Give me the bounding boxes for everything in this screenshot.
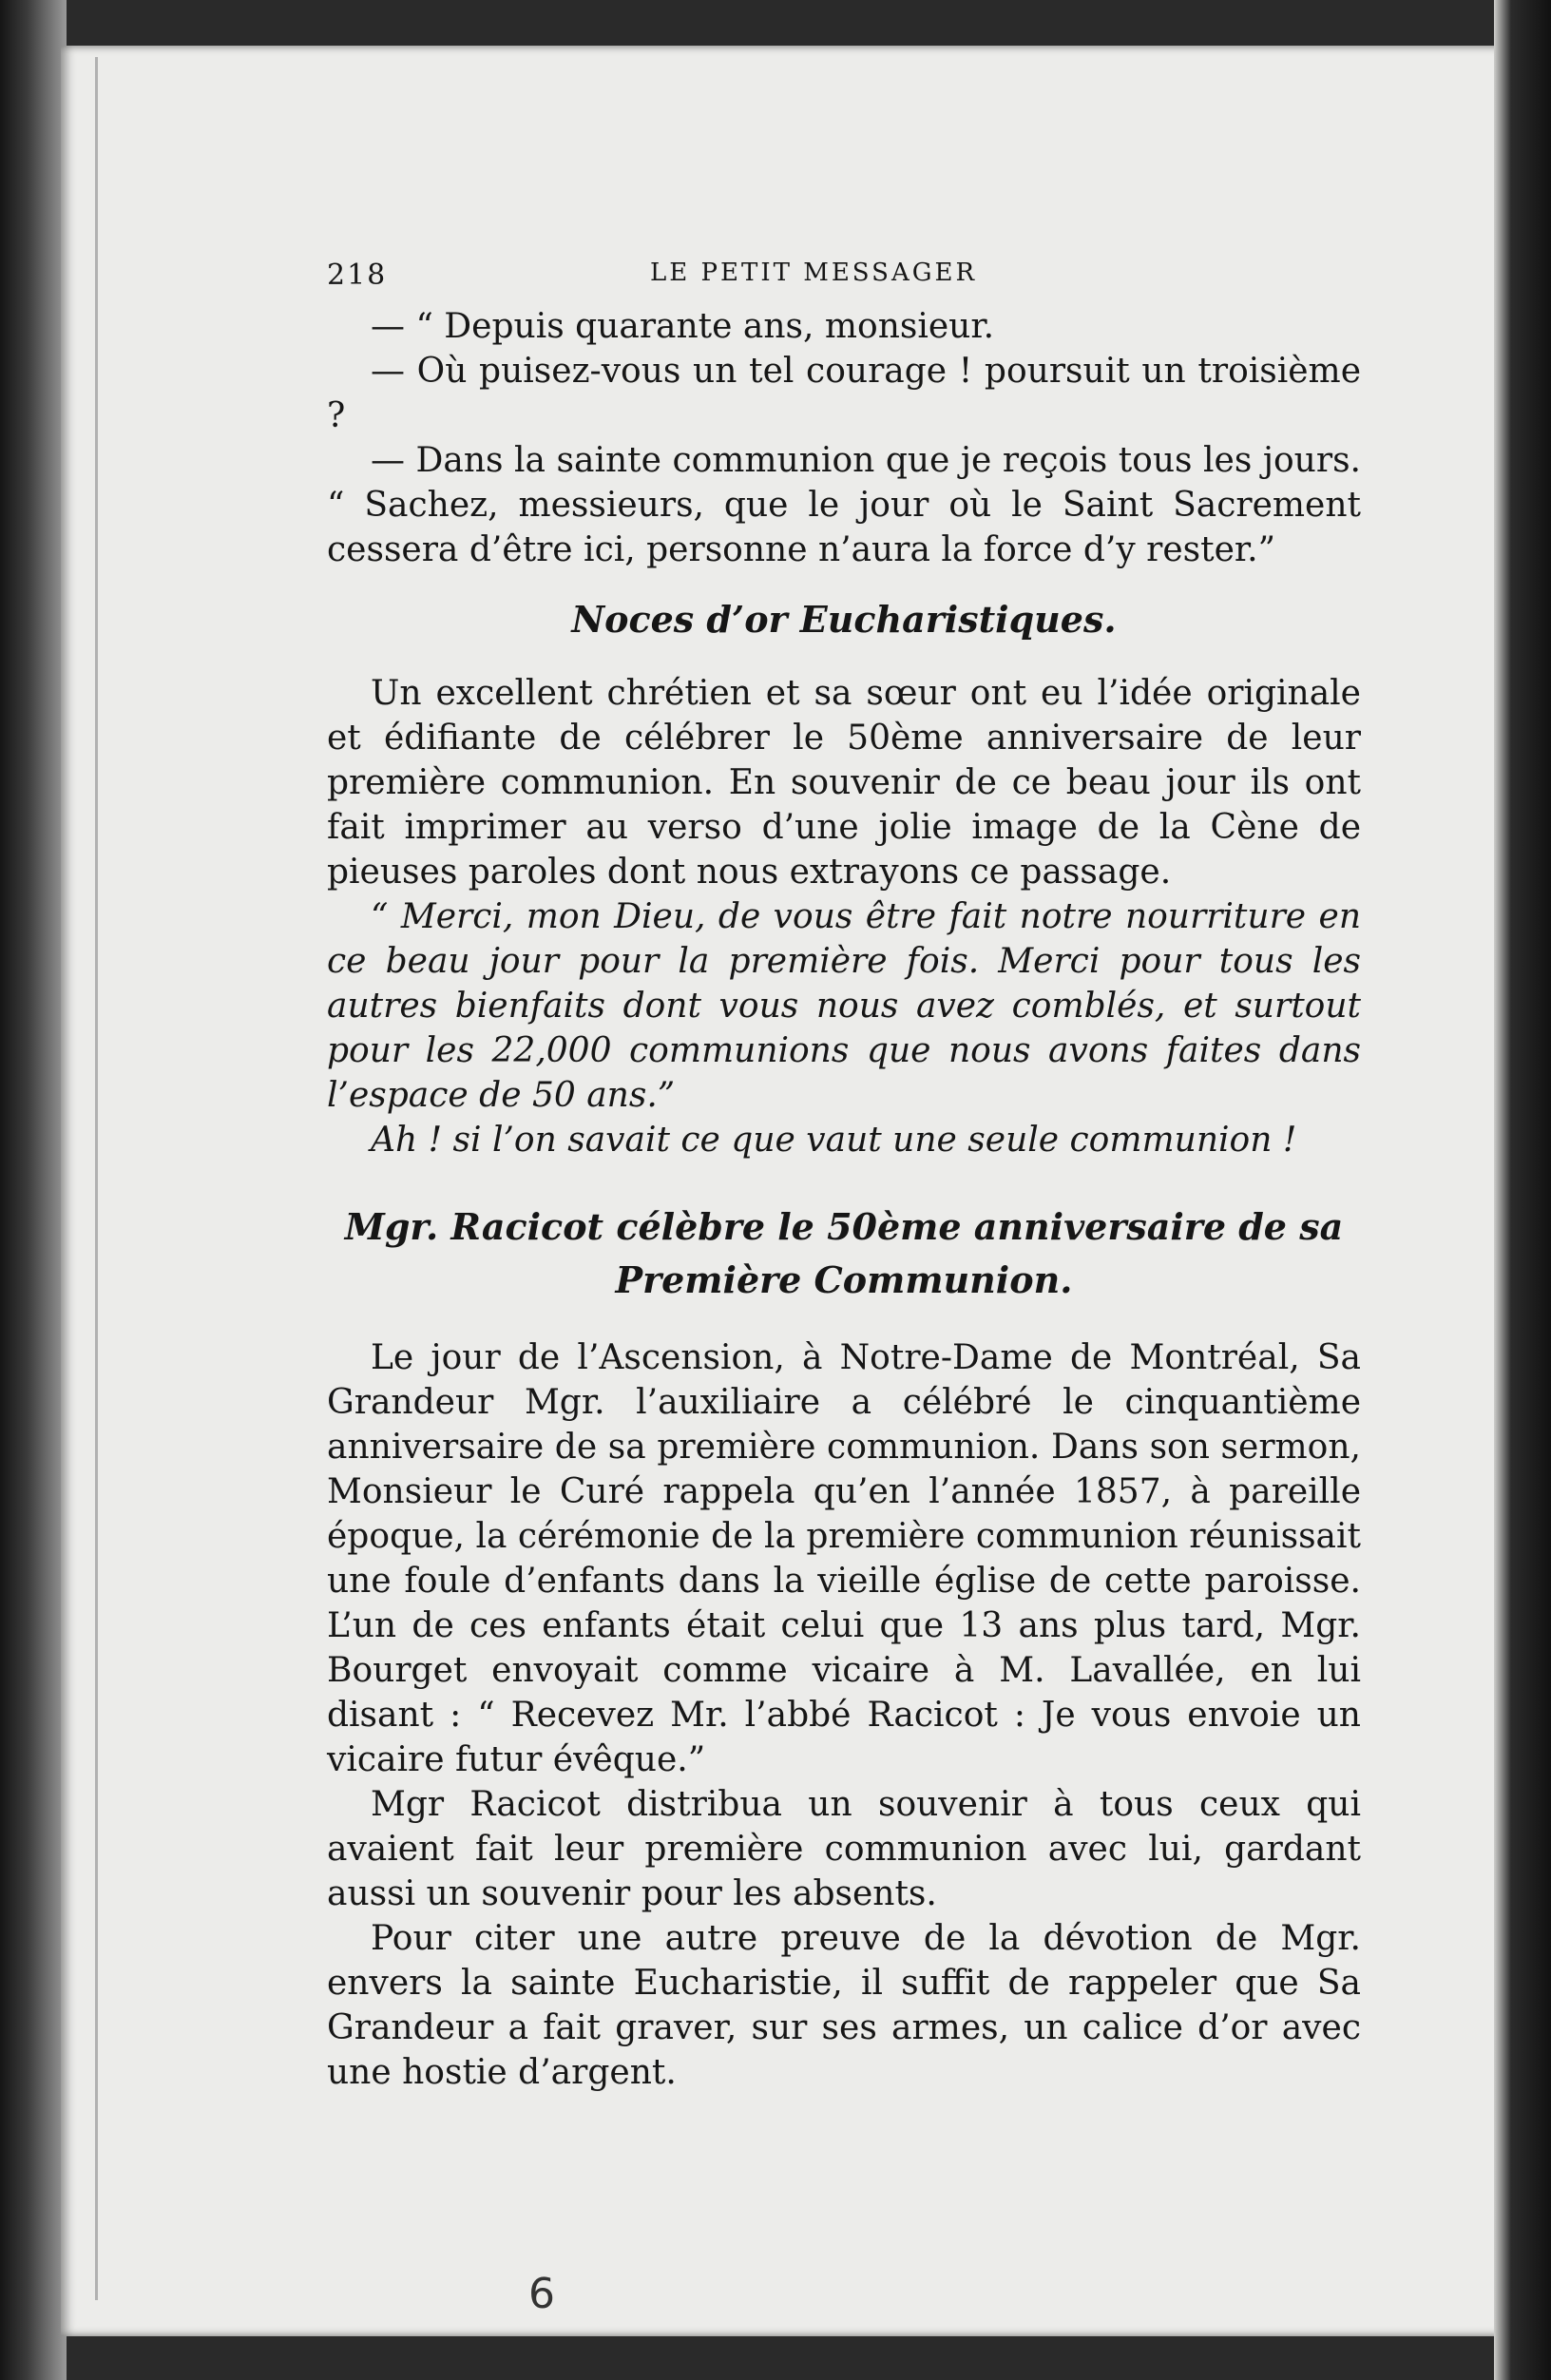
page-content: [327, 259, 1361, 2095]
page-fold-line: [95, 57, 98, 2300]
quote: “ Merci, mon Dieu, de vous être fait notre nourriture en ce beau jour pour la première fois. Merci pour tous les autres bienfaits dont vous nous avez comblés, et surtout pour les 22,000 communions que nous avons faites dans l’espace de 50 ans.”: [327, 897, 1361, 1115]
heading-line-1: Mgr. Racicot célèbre le 50ème anniversaire de sa: [344, 1205, 1344, 1248]
paragraph: Le jour de l’Ascension, à Notre-Dame de Montréal, Sa Grandeur Mgr. l’auxiliaire a célébré le cinquantième anniversaire de sa première communion. Dans son sermon, Monsieur le Curé rappela qu’en l’année 1857, à pareille époque, la cérémonie de la première communion réunissait une foule d’enfants dans la vieille église de cette paroisse. L’un de ces enfants était celui que 13 ans plus tard, Mgr. Bourget envoyait comme vicaire à M. Lavallée, en lui disant : “ Recevez Mr. l’abbé Racicot : Je vous envoie un vicaire futur évêque.”: [327, 1338, 1361, 1779]
footer-handwritten-mark: 6: [528, 2270, 555, 2318]
paragraph: Mgr Racicot distribua un souvenir à tous ceux qui avaient fait leur première communion avec lui, gardant aussi un souvenir pour les absents.: [327, 1785, 1361, 1913]
page-number: 218: [327, 259, 388, 292]
dialogue-line: — Où puisez-vous un tel courage ! poursuit un troisième ?: [327, 352, 1361, 435]
page-header: [327, 259, 1361, 304]
dialogue-line: — Dans la sainte communion que je reçois tous les jours. “ Sachez, messieurs, que le jour où le Saint Sacrement cessera d’être ici, personne n’aura la force d’y rester.”: [327, 441, 1361, 569]
dialogue-line: — “ Depuis quarante ans, monsieur.: [371, 307, 995, 346]
section-heading-noces-dor: Noces d’or Eucharistiques.: [571, 598, 1117, 641]
book-right-edge: [1494, 0, 1551, 2380]
exclamation: Ah ! si l’on savait ce que vaut une seule communion !: [371, 1121, 1297, 1160]
paragraph: Pour citer une autre preuve de la dévotion de Mgr. envers la sainte Eucharistie, il suffit de rappeler que Sa Grandeur a fait graver, sur ses armes, un calice d’or avec une hostie d’argent.: [327, 1919, 1361, 2092]
section-heading-mgr-racicot: [327, 1200, 1361, 1307]
heading-line-2: Première Communion.: [615, 1258, 1073, 1301]
book-spine-edge: [0, 0, 67, 2380]
paragraph: Un excellent chrétien et sa sœur ont eu l’idée originale et édifiante de célébrer le 50ème anniversaire de leur première communion. En souvenir de ce beau jour ils ont fait imprimer au verso d’une jolie image de la Cène de pieuses paroles dont nous extrayons ce passage.: [327, 674, 1361, 892]
running-title: LE PETIT MESSAGER: [650, 259, 978, 287]
